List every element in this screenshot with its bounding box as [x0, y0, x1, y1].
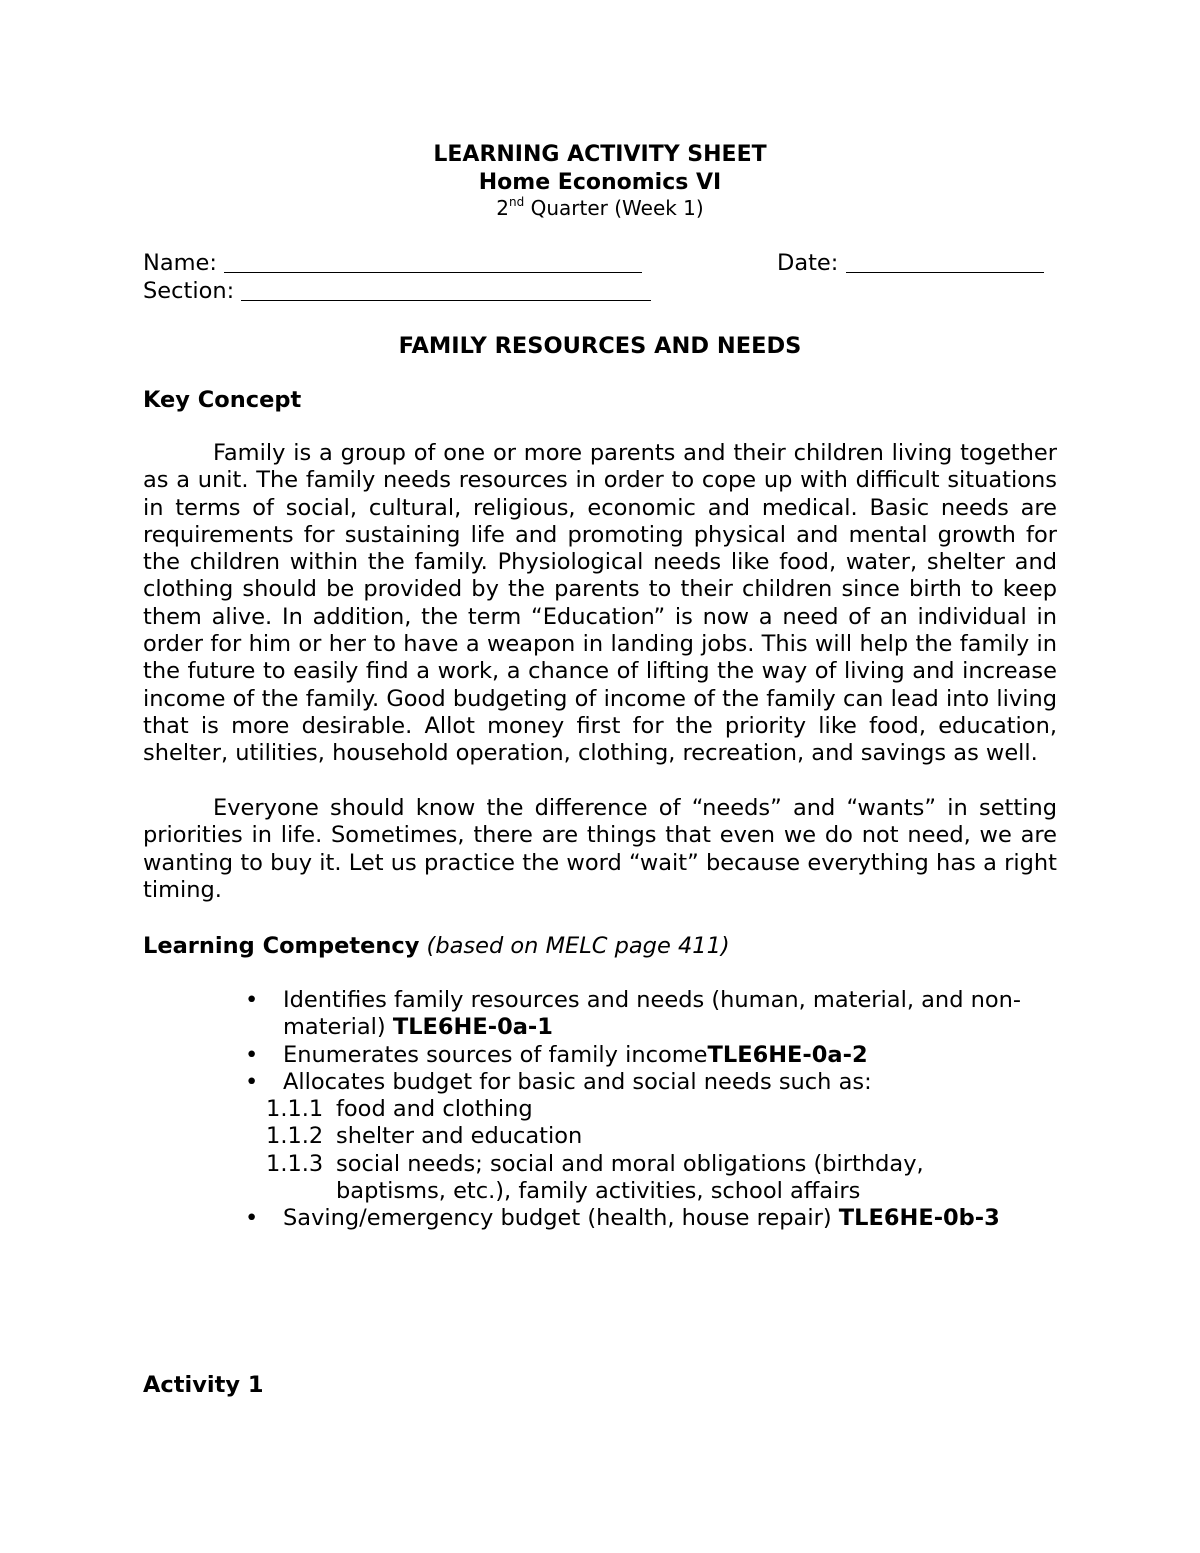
list-item: • Saving/emergency budget (health, house repair) TLE6HE-0b-3 [245, 1205, 1000, 1232]
date-label: Date: [777, 250, 839, 276]
list-item: • Enumerates sources of family incomeTLE6HE-0a-2 [245, 1041, 868, 1068]
date-field[interactable] [777, 250, 1044, 276]
date-blank[interactable] [846, 250, 1044, 273]
subject-title: Home Economics VI [478, 170, 722, 195]
competency-list [143, 987, 1057, 1233]
sub-list-item: 1.1.1 food and clothing [266, 1096, 533, 1123]
section-field[interactable] [143, 278, 651, 304]
key-concept-heading: Key Concept [143, 387, 302, 413]
sub-list-item: 1.1.2 shelter and education [266, 1123, 583, 1150]
sheet-title: LEARNING ACTIVITY SHEET [433, 142, 767, 167]
key-concept-paragraph-2: Everyone should know the difference of “needs” and “wants” in setting priorities in life. Sometimes, there are things that even we do not need, we are wanting to buy it. Let us practice the word “wait” because everything has a right timing. [143, 795, 1057, 903]
key-concept-paragraph-1: Family is a group of one or more parents and their children living together as a unit. The family needs resources in order to cope up with difficult situations in terms of social, cultural, religious, economic and medical. Basic needs are requirements for sustaining life and promoting physical and mental growth for the children within the family. Physiological needs like food, water, shelter and clothing should be provided by the parents to their children since birth to keep them alive. In addition, the term “Education” is now a need of an individual in order for him or her to have a weapon in landing jobs. This will help the family in the future to easily find a work, a chance of lifting the way of living and increase income of the family. Good budgeting of income of the family can lead into living that is more desirable. Allot money first for the priority like food, education, shelter, utilities, household operation, clothing, recreation, and savings as well. [143, 440, 1057, 767]
bullet-icon: • [245, 987, 259, 1013]
bullet-icon: • [245, 1068, 259, 1095]
list-item: • Identifies family resources and needs (human, material, and non-material) TLE6HE-0a-1 [245, 987, 1022, 1041]
activity-heading: Activity 1 [143, 1372, 264, 1398]
name-field[interactable] [143, 250, 642, 276]
quarter-label: 2nd Quarter (Week 1) [496, 195, 704, 220]
name-blank[interactable] [224, 250, 642, 273]
competency-heading: Learning Competency (based on MELC page 411) [143, 933, 730, 959]
bullet-icon: • [245, 1041, 259, 1068]
name-label: Name: [143, 250, 217, 276]
sub-list-item: 1.1.3 social needs; social and moral obligations (birthday, [266, 1150, 924, 1177]
section-blank[interactable] [241, 278, 651, 301]
topic-title: FAMILY RESOURCES AND NEEDS [398, 333, 802, 359]
sub-list-item-continuation: baptisms, etc.), family activities, school affairs [336, 1178, 861, 1205]
list-item: • Allocates budget for basic and social needs such as: [245, 1068, 872, 1095]
section-label: Section: [143, 278, 235, 304]
bullet-icon: • [245, 1205, 259, 1232]
